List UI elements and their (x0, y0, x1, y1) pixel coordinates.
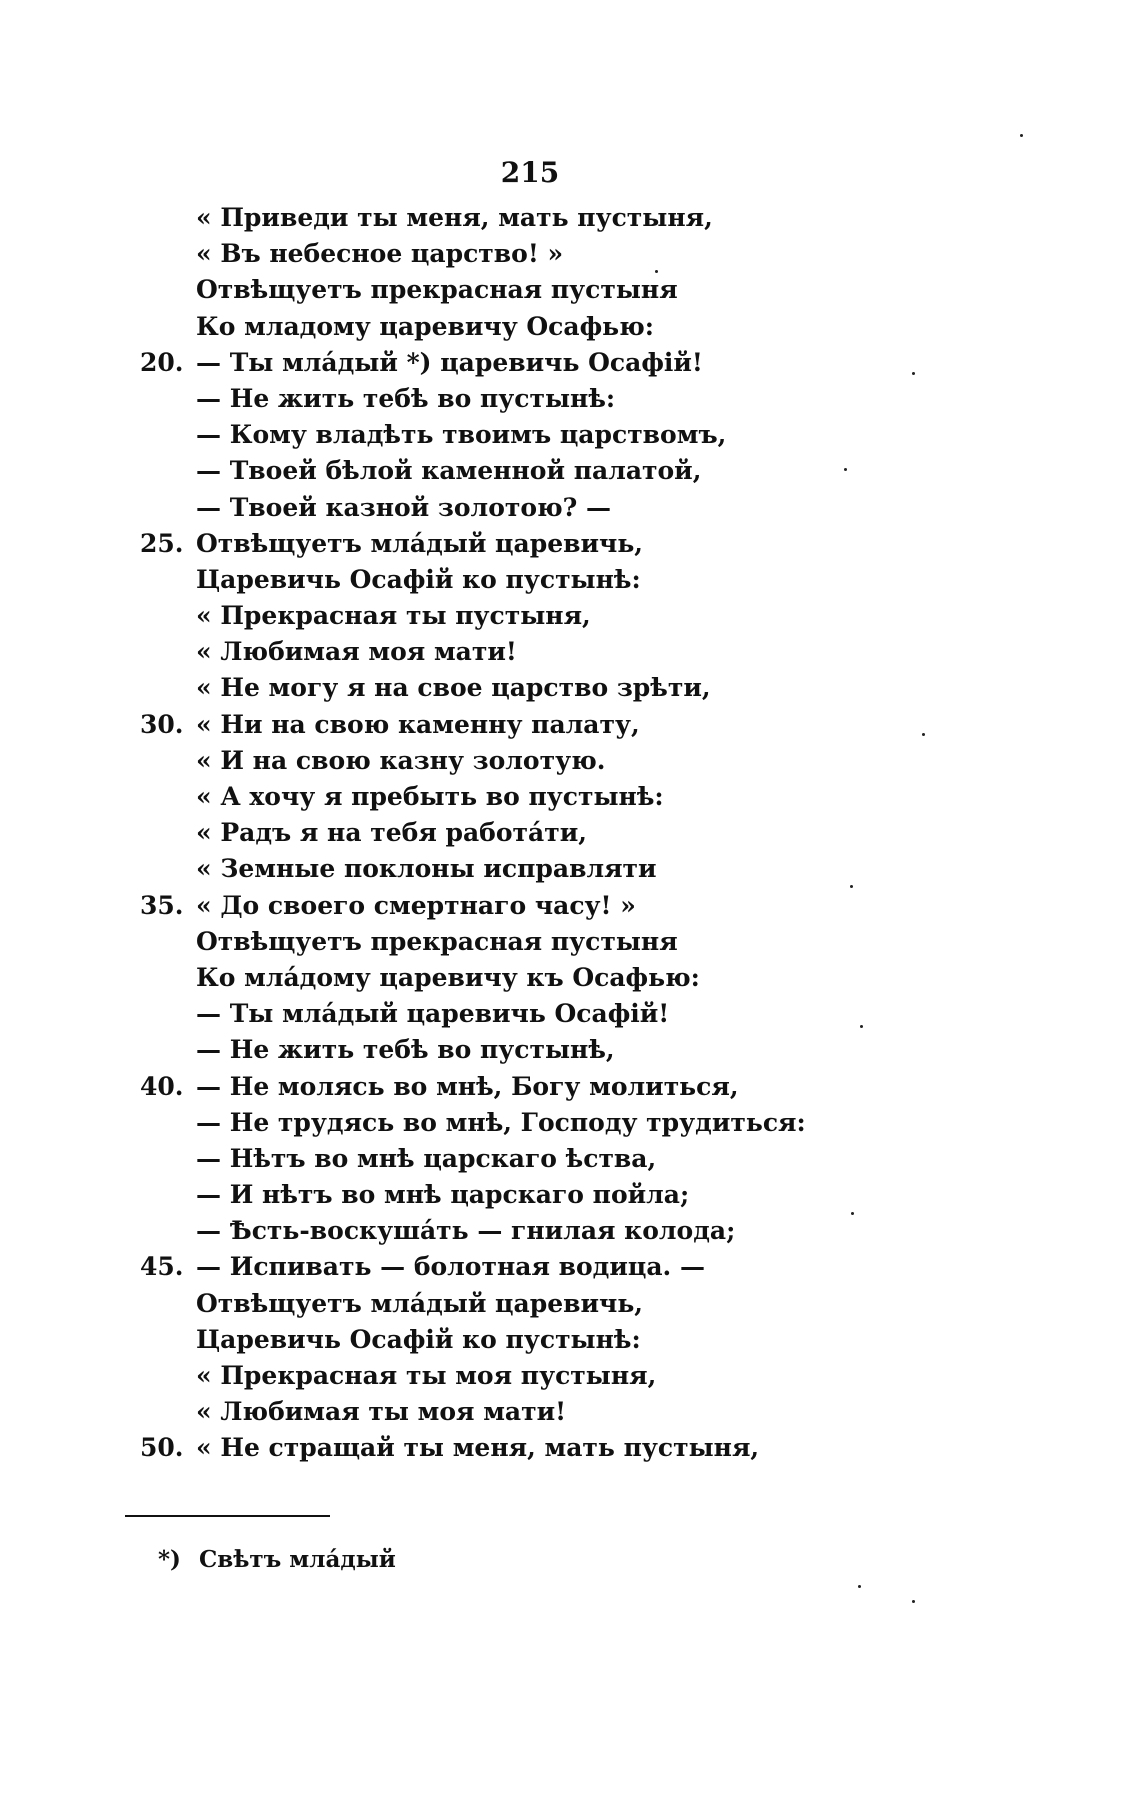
verse-line (130, 236, 806, 272)
scan-speck (655, 270, 658, 273)
verse-text: — Твоей казной золотою? — (196, 492, 612, 522)
verse-text: Царевичь Осафій ко пустынѣ: (196, 1324, 641, 1354)
verse-text: « Любимая ты моя мати! (196, 1397, 567, 1427)
verse-text: Отвѣщуетъ прекрасная пустыня (196, 275, 678, 305)
verse-text: « Радъ я на тебя работа́ти, (196, 818, 587, 848)
scan-speck (912, 372, 915, 375)
verse-line (130, 1177, 806, 1213)
page-number: 215 (500, 156, 560, 189)
verse-text: « Прекрасная ты пустыня, (196, 601, 591, 631)
verse-text: « А хочу я пребыть во пустынѣ: (196, 782, 664, 811)
verse-text: « Въ небесное царство! » (196, 239, 564, 269)
verse-line (130, 1358, 806, 1394)
line-number: 45. (140, 1252, 184, 1282)
verse-line (130, 200, 806, 236)
verse-text: — Твоей бѣлой каменной палатой, (196, 456, 702, 486)
verse-text: Отвѣщуетъ прекрасная пустыня (196, 926, 678, 956)
verse-line (130, 309, 806, 345)
scan-speck (860, 1025, 863, 1028)
verse-line (130, 670, 806, 706)
verse-text: « До своего смертнаго часу! » (196, 890, 636, 920)
verse-line (130, 453, 806, 489)
verse-text: Ко младому царевичу Осафью: (196, 311, 654, 341)
verse-text: Царевичь Осафій ко пустынѣ: (196, 564, 641, 594)
verse-text: — Кому владѣть твоимъ царствомъ, (196, 420, 727, 450)
scan-speck (858, 1585, 861, 1588)
scan-speck (922, 733, 925, 736)
verse-line (130, 634, 806, 670)
verse-text: « Любимая моя мати! (196, 637, 517, 667)
verse-line (130, 272, 806, 308)
scan-speck (851, 1212, 854, 1215)
verse-text: « Приведи ты меня, мать пустыня, (196, 203, 713, 232)
line-number: 20. (140, 347, 184, 377)
verse-text: — И нѣтъ во мнѣ царскаго пойла; (196, 1180, 690, 1210)
verse-line (130, 417, 806, 453)
footnote (158, 1546, 396, 1573)
verse-text: « Не могу я на свое царство зрѣти, (196, 673, 711, 703)
verse-text: — Не молясь во мнѣ, Богу молиться, (196, 1071, 739, 1101)
verse-text: — Ты мла́дый царевичь Осафій! (196, 999, 670, 1029)
verse-line (130, 345, 806, 381)
verse-text: Отвѣщуетъ мла́дый царевичь, (196, 528, 643, 558)
verse-line (130, 851, 806, 887)
verse-line (130, 598, 806, 634)
verse-line (130, 815, 806, 851)
verse-text: « Ни на свою каменну палату, (196, 709, 640, 739)
verse-line (130, 924, 806, 960)
verse-text: — Испивать — болотная водица. — (196, 1252, 705, 1282)
verse-text: « И на свою казну золотую. (196, 745, 606, 775)
line-number: 25. (140, 528, 184, 558)
verse-text: — Не жить тебѣ во пустынѣ: (196, 383, 616, 413)
scan-speck (850, 885, 853, 888)
verse-line (130, 1249, 806, 1285)
verse-line (130, 1032, 806, 1068)
verse-line (130, 1141, 806, 1177)
scan-speck (844, 468, 847, 471)
line-number: 50. (140, 1433, 184, 1463)
verse-line (130, 1105, 806, 1141)
verse-line (130, 1213, 806, 1249)
verse-line (130, 707, 806, 743)
verse-line (130, 779, 806, 815)
line-number: 35. (140, 890, 184, 920)
verse-line (130, 1286, 806, 1322)
scan-speck (912, 1600, 915, 1603)
verse-text: « Прекрасная ты моя пустыня, (196, 1361, 657, 1390)
verse-line (130, 1394, 806, 1430)
verse-line (130, 1069, 806, 1105)
verse-line (130, 526, 806, 562)
verse-text: — Ты мла́дый *) царевичь Осафій! (196, 347, 703, 377)
line-number: 40. (140, 1071, 184, 1101)
verse-line (130, 888, 806, 924)
verse-block (130, 200, 806, 1467)
line-number: 30. (140, 709, 184, 739)
verse-line (130, 960, 806, 996)
verse-text: Ко мла́дому царевичу къ Осафью: (196, 962, 700, 992)
verse-text: — Нѣтъ во мнѣ царскаго ѣства, (196, 1143, 657, 1173)
verse-line (130, 381, 806, 417)
verse-text: — Не жить тебѣ во пустынѣ, (196, 1035, 615, 1065)
verse-text: — Ѣсть-воскуша́ть — гнилая колода; (196, 1216, 736, 1246)
verse-line (130, 490, 806, 526)
verse-text: Отвѣщуетъ мла́дый царевичь, (196, 1288, 643, 1318)
verse-line (130, 562, 806, 598)
footnote-divider (125, 1515, 330, 1517)
verse-line (130, 1430, 806, 1466)
verse-text: — Не трудясь во мнѣ, Господу трудиться: (196, 1107, 806, 1137)
verse-text: « Земные поклоны исправляти (196, 854, 657, 884)
footnote-text: Свѣтъ мла́дый (198, 1546, 396, 1573)
footnote-mark: *) (158, 1546, 181, 1573)
verse-line (130, 996, 806, 1032)
scan-speck (1020, 134, 1023, 137)
verse-line (130, 743, 806, 779)
verse-line (130, 1322, 806, 1358)
verse-text: « Не стращай ты меня, мать пустыня, (196, 1433, 760, 1463)
